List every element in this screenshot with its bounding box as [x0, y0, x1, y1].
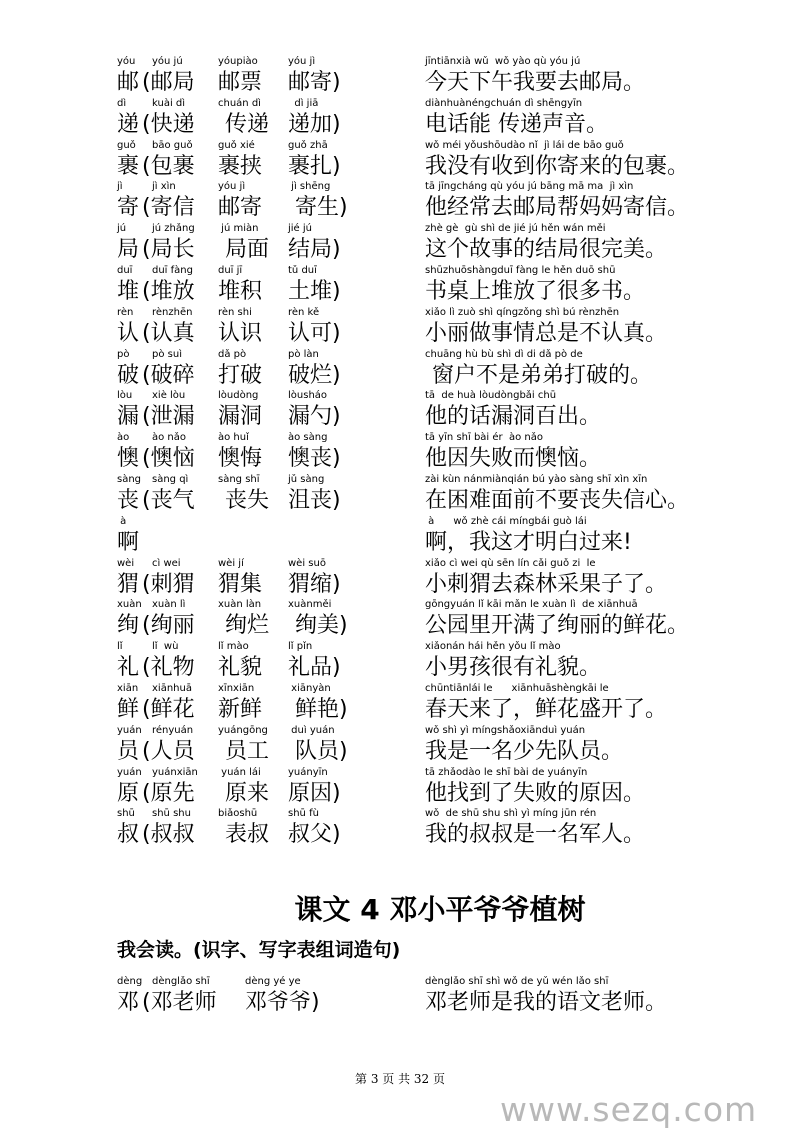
word: 寄生) [288, 195, 348, 221]
vocab-char: 漏 [117, 404, 140, 430]
word: (懊恼 [142, 446, 195, 472]
word: 结局) [288, 237, 341, 263]
word: (原先 [142, 780, 195, 806]
word: (邓老师 [142, 990, 217, 1015]
word-pinyin: xuàn làn [218, 599, 262, 611]
vocab-char: 叔 [117, 822, 140, 848]
word-pinyin: yóu jú [152, 56, 183, 67]
word-pinyin: shū fù [288, 808, 319, 820]
word-pinyin: jì shēng [288, 181, 331, 193]
vocab-row [0, 56, 800, 98]
char-pinyin: xuàn [117, 599, 142, 611]
example-sentence: 我的叔叔是一名军人。 [425, 822, 646, 848]
char-pinyin: dèng [117, 976, 143, 987]
vocab-char: 鲜 [117, 697, 140, 722]
word-pinyin: jú zhǎng [152, 223, 195, 235]
sentence-pinyin: dènglǎo shī shì wǒ de yǔ wén lǎo shī [425, 976, 609, 987]
sentence-pinyin: zài kùn nánmiànqián bú yào sàng shī xìn xīn [425, 474, 648, 485]
word: (邮局 [142, 70, 195, 95]
word: (叔叔 [142, 822, 195, 848]
word: 绚烂 [218, 613, 269, 639]
vocab-char: 啊 [117, 529, 140, 555]
word-pinyin: xuàn lì [152, 599, 186, 611]
word: (快递 [142, 111, 195, 137]
sentence-pinyin: tā jīngcháng qù yóu jú bāng mā ma jì xìn [425, 181, 634, 193]
vocab-char: 原 [117, 780, 140, 806]
word-pinyin: xiānhuā [152, 683, 192, 694]
char-pinyin: yuán [117, 766, 142, 778]
vocab-row [0, 976, 800, 1018]
char-pinyin: shū [117, 808, 135, 820]
char-pinyin: jú [117, 223, 127, 235]
word: (刺猬 [142, 571, 195, 597]
word: 认可) [288, 320, 341, 346]
word-pinyin: duī fàng [152, 265, 193, 276]
vocab-char: 猬 [117, 571, 140, 597]
char-pinyin: rèn [117, 306, 134, 318]
sentence-pinyin: xiǎo cì wei qù sēn lín cǎi guǒ zi le [425, 557, 596, 569]
word-pinyin: pò suì [152, 348, 182, 360]
word: 鲜艳) [288, 697, 348, 722]
vocab-row [0, 683, 800, 725]
word: 打破 [218, 362, 263, 388]
section-label: 我会读。(识字、写字表组词造句) [117, 939, 401, 961]
word: 原因) [288, 780, 341, 806]
word: 丧失 [218, 488, 269, 513]
sentence-pinyin: wǒ méi yǒushōudào nǐ jì lái de bāo guǒ [425, 139, 624, 151]
example-sentence: 在困难面前不要丧失信心。 [425, 488, 690, 513]
word-pinyin: jǔ sàng [288, 474, 325, 485]
word-pinyin: yuányīn [288, 766, 328, 778]
word: 邮票 [218, 70, 263, 95]
sentence-pinyin: diànhuànéngchuán dì shēngyīn [425, 97, 583, 109]
example-sentence: 我是一名少先队员。 [425, 738, 624, 764]
sentence-pinyin: tā yīn shī bài ér ào nǎo [425, 432, 544, 444]
vocab-char: 绚 [117, 613, 140, 639]
example-sentence: 公园里开满了绚丽的鲜花。 [425, 613, 690, 639]
vocab-char: 礼 [117, 655, 140, 681]
sentence-pinyin: xiǎonán hái hěn yǒu lǐ mào [425, 641, 561, 653]
word-pinyin: duī jī [218, 265, 243, 276]
word: (丧气 [142, 488, 195, 513]
word: 懊丧) [288, 446, 341, 472]
word: 员工 [218, 738, 269, 764]
vocab-row [0, 98, 800, 140]
word: (包裹 [142, 153, 195, 179]
char-pinyin: ào [117, 432, 130, 444]
word: (绚丽 [142, 613, 195, 639]
example-sentence: 这个故事的结局很完美。 [425, 237, 668, 263]
word-pinyin: xīnxiān [218, 683, 255, 694]
example-sentence: 他的话漏洞百出。 [425, 404, 602, 430]
example-sentence: 书桌上堆放了很多书。 [425, 279, 646, 304]
word-pinyin: jié jú [288, 223, 313, 235]
word: 裹扎) [288, 153, 341, 179]
word-pinyin: pò làn [288, 348, 319, 360]
sentence-pinyin: wǒ shì yì míngshǎoxiānduì yuán [425, 724, 586, 736]
word-pinyin: lòusháo [288, 390, 328, 402]
example-sentence: 啊，我这才明白过来! [425, 529, 632, 555]
word-pinyin: xuànměi [288, 599, 332, 611]
word-pinyin: ào sàng [288, 432, 328, 444]
char-pinyin: yuán [117, 724, 142, 736]
word-pinyin: rèn kě [288, 306, 320, 318]
vocab-char: 堆 [117, 279, 140, 304]
sentence-pinyin: wǒ de shū shu shì yì míng jūn rén [425, 808, 597, 820]
lesson-title: 课文 4 邓小平爷爷植树 [294, 893, 586, 926]
word-pinyin: wèi suō [288, 557, 326, 569]
word-pinyin: rèn shi [218, 306, 252, 318]
vocab-char: 懊 [117, 446, 140, 472]
word-pinyin: xiānyàn [288, 683, 331, 694]
example-sentence: 小丽做事情总是不认真。 [425, 320, 668, 346]
char-pinyin: xiān [117, 683, 139, 694]
char-pinyin: yóu [117, 56, 136, 67]
word-pinyin: wèi jí [218, 557, 244, 569]
word-pinyin: duì yuán [288, 724, 335, 736]
word: (局长 [142, 237, 195, 263]
word: 队员) [288, 738, 348, 764]
word: (泄漏 [142, 404, 195, 430]
example-sentence: 电话能 传递声音。 [425, 111, 608, 137]
sentence-pinyin: chuāng hù bù shì dì di dǎ pò de [425, 348, 583, 360]
char-pinyin: duī [117, 265, 133, 276]
word: 堆积 [218, 279, 263, 304]
sentence-pinyin: zhè gè gù shì de jié jú hěn wán měi [425, 223, 606, 235]
char-pinyin: jì [117, 181, 123, 193]
word: (堆放 [142, 279, 195, 304]
word: 猬集 [218, 571, 263, 597]
word: 礼貌 [218, 655, 263, 681]
vocab-row [0, 808, 800, 850]
word-pinyin: yóu jì [288, 56, 316, 67]
sentence-pinyin: jīntiānxià wǔ wǒ yào qù yóu jú [425, 56, 581, 67]
vocab-row [0, 516, 800, 558]
watermark: www.sezq.com [500, 1090, 758, 1129]
example-sentence: 春天来了，鲜花盛开了。 [425, 697, 668, 722]
vocab-row [0, 432, 800, 474]
vocab-row [0, 140, 800, 182]
example-sentence: 小男孩很有礼貌。 [425, 655, 602, 681]
word: (破碎 [142, 362, 195, 388]
sentence-pinyin: tā de huà lòudòngbǎi chū [425, 390, 557, 402]
word-pinyin: lǐ pǐn [288, 641, 313, 653]
page-footer: 第 3 页 共 32 页 [355, 1072, 445, 1086]
word-pinyin: guǒ zhā [288, 139, 328, 151]
example-sentence: 今天下午我要去邮局。 [425, 70, 646, 95]
word: (礼物 [142, 655, 195, 681]
word: 邓爷爷) [245, 990, 320, 1015]
word-pinyin: yuánxiān [152, 766, 198, 778]
vocab-row [0, 390, 800, 432]
word-pinyin: biǎoshū [218, 808, 258, 820]
word-pinyin: chuán dì [218, 97, 261, 109]
word: 新鲜 [218, 697, 263, 722]
vocab-row [0, 223, 800, 265]
word-pinyin: yóupiào [218, 56, 258, 67]
vocab-row [0, 181, 800, 223]
word: 邮寄) [288, 70, 341, 95]
word-pinyin: dì jiā [288, 97, 319, 109]
word: 表叔 [218, 822, 269, 848]
example-sentence: 他找到了失败的原因。 [425, 780, 646, 806]
word: 邮寄 [218, 195, 263, 221]
vocab-row [0, 599, 800, 641]
word-pinyin: lòudòng [218, 390, 259, 402]
word-pinyin: sàng qì [152, 474, 189, 485]
word-pinyin: cì wei [152, 557, 181, 569]
word: 裹挟 [218, 153, 263, 179]
word: 局面 [218, 237, 269, 263]
example-sentence: 小刺猬去森林采果子了。 [425, 571, 668, 597]
word-pinyin: jì xìn [152, 181, 176, 193]
word-pinyin: tǔ duī [288, 265, 317, 276]
word-pinyin: guǒ xié [218, 139, 255, 151]
word: 沮丧) [288, 488, 341, 513]
word: 猬缩) [288, 571, 341, 597]
sentence-pinyin: tā zhǎodào le shī bài de yuányīn [425, 766, 588, 778]
char-pinyin: wèi [117, 557, 135, 569]
char-pinyin: guǒ [117, 139, 136, 151]
sentence-pinyin: shūzhuōshàngduī fàng le hěn duō shū [425, 265, 616, 276]
example-sentence: 邓老师是我的语文老师。 [425, 990, 668, 1015]
vocab-row [0, 349, 800, 391]
vocab-char: 局 [117, 237, 140, 263]
word: 漏洞 [218, 404, 263, 430]
char-pinyin: dì [117, 97, 127, 109]
word-pinyin: dèng yé ye [245, 976, 301, 987]
sentence-pinyin: gōngyuán lǐ kāi mǎn le xuàn lì de xiānhuā [425, 599, 638, 611]
vocab-row [0, 725, 800, 767]
vocab-char: 寄 [117, 195, 140, 221]
vocab-row [0, 307, 800, 349]
word-pinyin: dènglǎo shī [152, 976, 210, 987]
word: 传递 [218, 111, 269, 137]
word-pinyin: sàng shī [218, 474, 260, 485]
vocab-row [0, 767, 800, 809]
vocab-char: 裹 [117, 153, 140, 179]
vocab-char: 邮 [117, 70, 140, 95]
word: 绚美) [288, 613, 348, 639]
vocab-char: 认 [117, 320, 140, 346]
word: (人员 [142, 738, 195, 764]
word-pinyin: ào nǎo [152, 432, 187, 444]
word: 叔父) [288, 822, 341, 848]
vocab-char: 递 [117, 111, 140, 137]
word-pinyin: yóu jì [218, 181, 246, 193]
word: 原来 [218, 780, 269, 806]
vocab-row [0, 641, 800, 683]
word-pinyin: bāo guǒ [152, 139, 193, 151]
word-pinyin: lǐ mào [218, 641, 249, 653]
example-sentence: 我没有收到你寄来的包裹。 [425, 153, 690, 179]
vocab-char: 邓 [117, 990, 140, 1015]
word: 土堆) [288, 279, 341, 304]
word-pinyin: lǐ wù [152, 641, 179, 653]
word: 漏勺) [288, 404, 341, 430]
char-pinyin: sàng [117, 474, 142, 485]
char-pinyin: lòu [117, 390, 133, 402]
word-pinyin: rényuán [152, 724, 194, 736]
word-pinyin: xiè lòu [152, 390, 186, 402]
word: 懊悔 [218, 446, 263, 472]
sentence-pinyin: à wǒ zhè cái míngbái guò lái [425, 515, 587, 527]
word: (鲜花 [142, 697, 195, 722]
word: 递加) [288, 111, 341, 137]
example-sentence: 他经常去邮局帮妈妈寄信。 [425, 195, 690, 221]
word-pinyin: shū shu [152, 808, 191, 820]
word: 破烂) [288, 362, 341, 388]
word-pinyin: kuài dì [152, 97, 186, 109]
example-sentence: 窗户不是弟弟打破的。 [425, 362, 652, 388]
word-pinyin: dǎ pò [218, 348, 247, 360]
char-pinyin: lǐ [117, 641, 123, 653]
char-pinyin: pò [117, 348, 130, 360]
vocab-char: 破 [117, 362, 140, 388]
word-pinyin: yuán lái [218, 766, 261, 778]
word-pinyin: yuángōng [218, 724, 268, 736]
char-pinyin: à [117, 515, 127, 527]
word-pinyin: ào huǐ [218, 432, 249, 444]
word: 认识 [218, 320, 263, 346]
sentence-pinyin: xiǎo lì zuò shì qíngzǒng shì bú rènzhēn [425, 306, 620, 318]
word: (认真 [142, 320, 195, 346]
word: 礼品) [288, 655, 341, 681]
vocab-row [0, 558, 800, 600]
word: (寄信 [142, 195, 195, 221]
example-sentence: 他因失败而懊恼。 [425, 446, 602, 472]
vocab-row [0, 265, 800, 307]
word-pinyin: rènzhēn [152, 306, 193, 318]
word-pinyin: jú miàn [218, 223, 259, 235]
sentence-pinyin: chūntiānlái le xiānhuāshèngkāi le [425, 683, 609, 694]
vocab-char: 丧 [117, 488, 140, 513]
vocab-row [0, 474, 800, 516]
vocab-char: 员 [117, 738, 140, 764]
